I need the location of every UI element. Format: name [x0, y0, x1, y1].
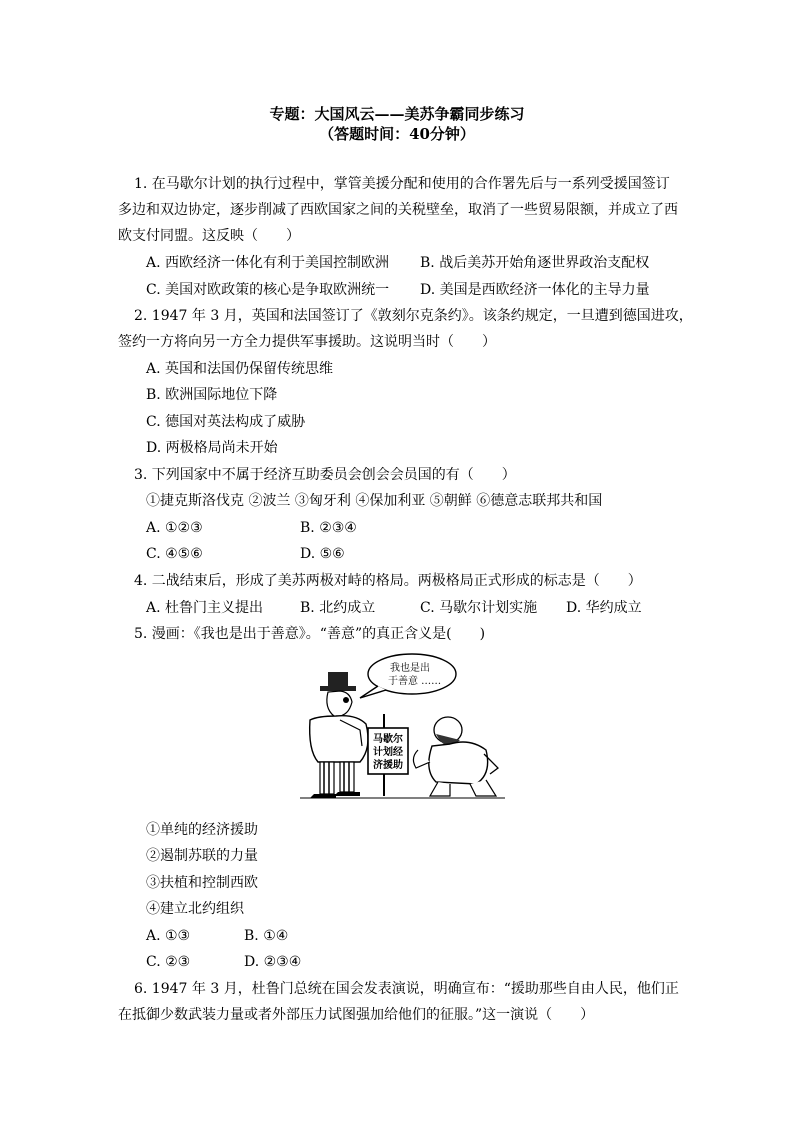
question-1-option-b[interactable]: B. 战后美苏开始角逐世界政治支配权 [420, 255, 650, 271]
question-4-option-a[interactable]: A. 杜鲁门主义提出 [146, 600, 264, 616]
question-1-line-2: 多边和双边协定，逐步削减了西欧国家之间的关税壁垒，取消了一些贸易限额，并成立了西 [118, 202, 678, 218]
question-6-line-1: 6. 1947 年 3 月，杜鲁门总统在国会发表演说，明确宣布：“援助那些自由人民，他们正 [134, 981, 679, 997]
question-4-option-d[interactable]: D. 华约成立 [566, 600, 642, 616]
question-3-line-2: ①捷克斯洛伐克 ②波兰 ③匈牙利 ④保加利亚 ⑤朝鲜 ⑥德意志联邦共和国 [146, 493, 603, 509]
question-5-option-b[interactable]: B. ①④ [244, 928, 289, 944]
question-3-line-1: 3. 下列国家中不属于经济互助委员会创会会员国的有（ ） [134, 467, 516, 483]
sign-line-3: 济援助 [373, 760, 403, 771]
question-1-option-c[interactable]: C. 美国对欧政策的核心是争取欧洲统一 [146, 282, 390, 298]
question-2-line-2: 签约一方将向另一方全力提供军事援助。这说明当时（ ） [118, 334, 496, 350]
sign-line-1: 马歇尔 [373, 734, 403, 745]
aid-signpost [368, 714, 408, 796]
question-5-item-4: ④建立北约组织 [146, 901, 244, 917]
question-1-line-1: 1. 在马歇尔计划的执行过程中，掌管美援分配和使用的合作署先后与一系列受援国签订 [134, 176, 670, 192]
page-title: 专题：大国风云——美苏争霸同步练习 [269, 105, 525, 123]
page-subtitle: （答题时间：40分钟） [319, 125, 475, 143]
question-4-line-1: 4. 二战结束后，形成了美苏两极对峙的格局。两极格局正式形成的标志是（ ） [134, 573, 642, 589]
political-cartoon [300, 650, 505, 802]
question-5-item-1: ①单纯的经济援助 [146, 822, 258, 838]
question-3-option-a[interactable]: A. ①②③ [146, 520, 203, 536]
question-1-option-d[interactable]: D. 美国是西欧经济一体化的主导力量 [420, 282, 650, 298]
question-5-line-1: 5. 漫画：《我也是出于善意》。“善意”的真正含义是( ) [134, 626, 486, 642]
question-4-option-b[interactable]: B. 北约成立 [300, 600, 376, 616]
question-2-option-c[interactable]: C. 德国对英法构成了威胁 [146, 414, 306, 430]
crouching-figure [413, 717, 498, 796]
speech-bubble-line-2: 于善意 …… [388, 676, 442, 687]
speech-bubble-line-1: 我也是出 [390, 663, 430, 674]
question-5-option-a[interactable]: A. ①③ [146, 928, 191, 944]
question-4-option-c[interactable]: C. 马歇尔计划实施 [420, 600, 538, 616]
uncle-sam-figure [310, 672, 368, 798]
question-3-option-d[interactable]: D. ⑤⑥ [300, 546, 345, 562]
question-1-option-a[interactable]: A. 西欧经济一体化有利于美国控制欧洲 [146, 255, 390, 271]
sign-line-2: 计划经 [373, 747, 403, 758]
question-2-option-a[interactable]: A. 英国和法国仍保留传统思维 [146, 361, 334, 377]
question-3-option-b[interactable]: B. ②③④ [300, 520, 357, 536]
question-5-item-2: ②遏制苏联的力量 [146, 848, 258, 864]
question-5-item-3: ③扶植和控制西欧 [146, 875, 258, 891]
question-2-option-d[interactable]: D. 两极格局尚未开始 [146, 440, 278, 456]
question-6-line-2: 在抵御少数武装力量或者外部压力试图强加给他们的征服。”这一演说（ ） [118, 1007, 595, 1023]
question-2-option-b[interactable]: B. 欧洲国际地位下降 [146, 387, 278, 403]
question-1-line-3: 欧支付同盟。这反映（ ） [118, 228, 300, 244]
question-2-line-1: 2. 1947 年 3 月，英国和法国签订了《敦刻尔克条约》。该条约规定，一旦遭到德国进攻， [134, 308, 693, 324]
question-3-option-c[interactable]: C. ④⑤⑥ [146, 546, 203, 562]
question-5-option-d[interactable]: D. ②③④ [244, 954, 302, 970]
question-5-option-c[interactable]: C. ②③ [146, 954, 191, 970]
